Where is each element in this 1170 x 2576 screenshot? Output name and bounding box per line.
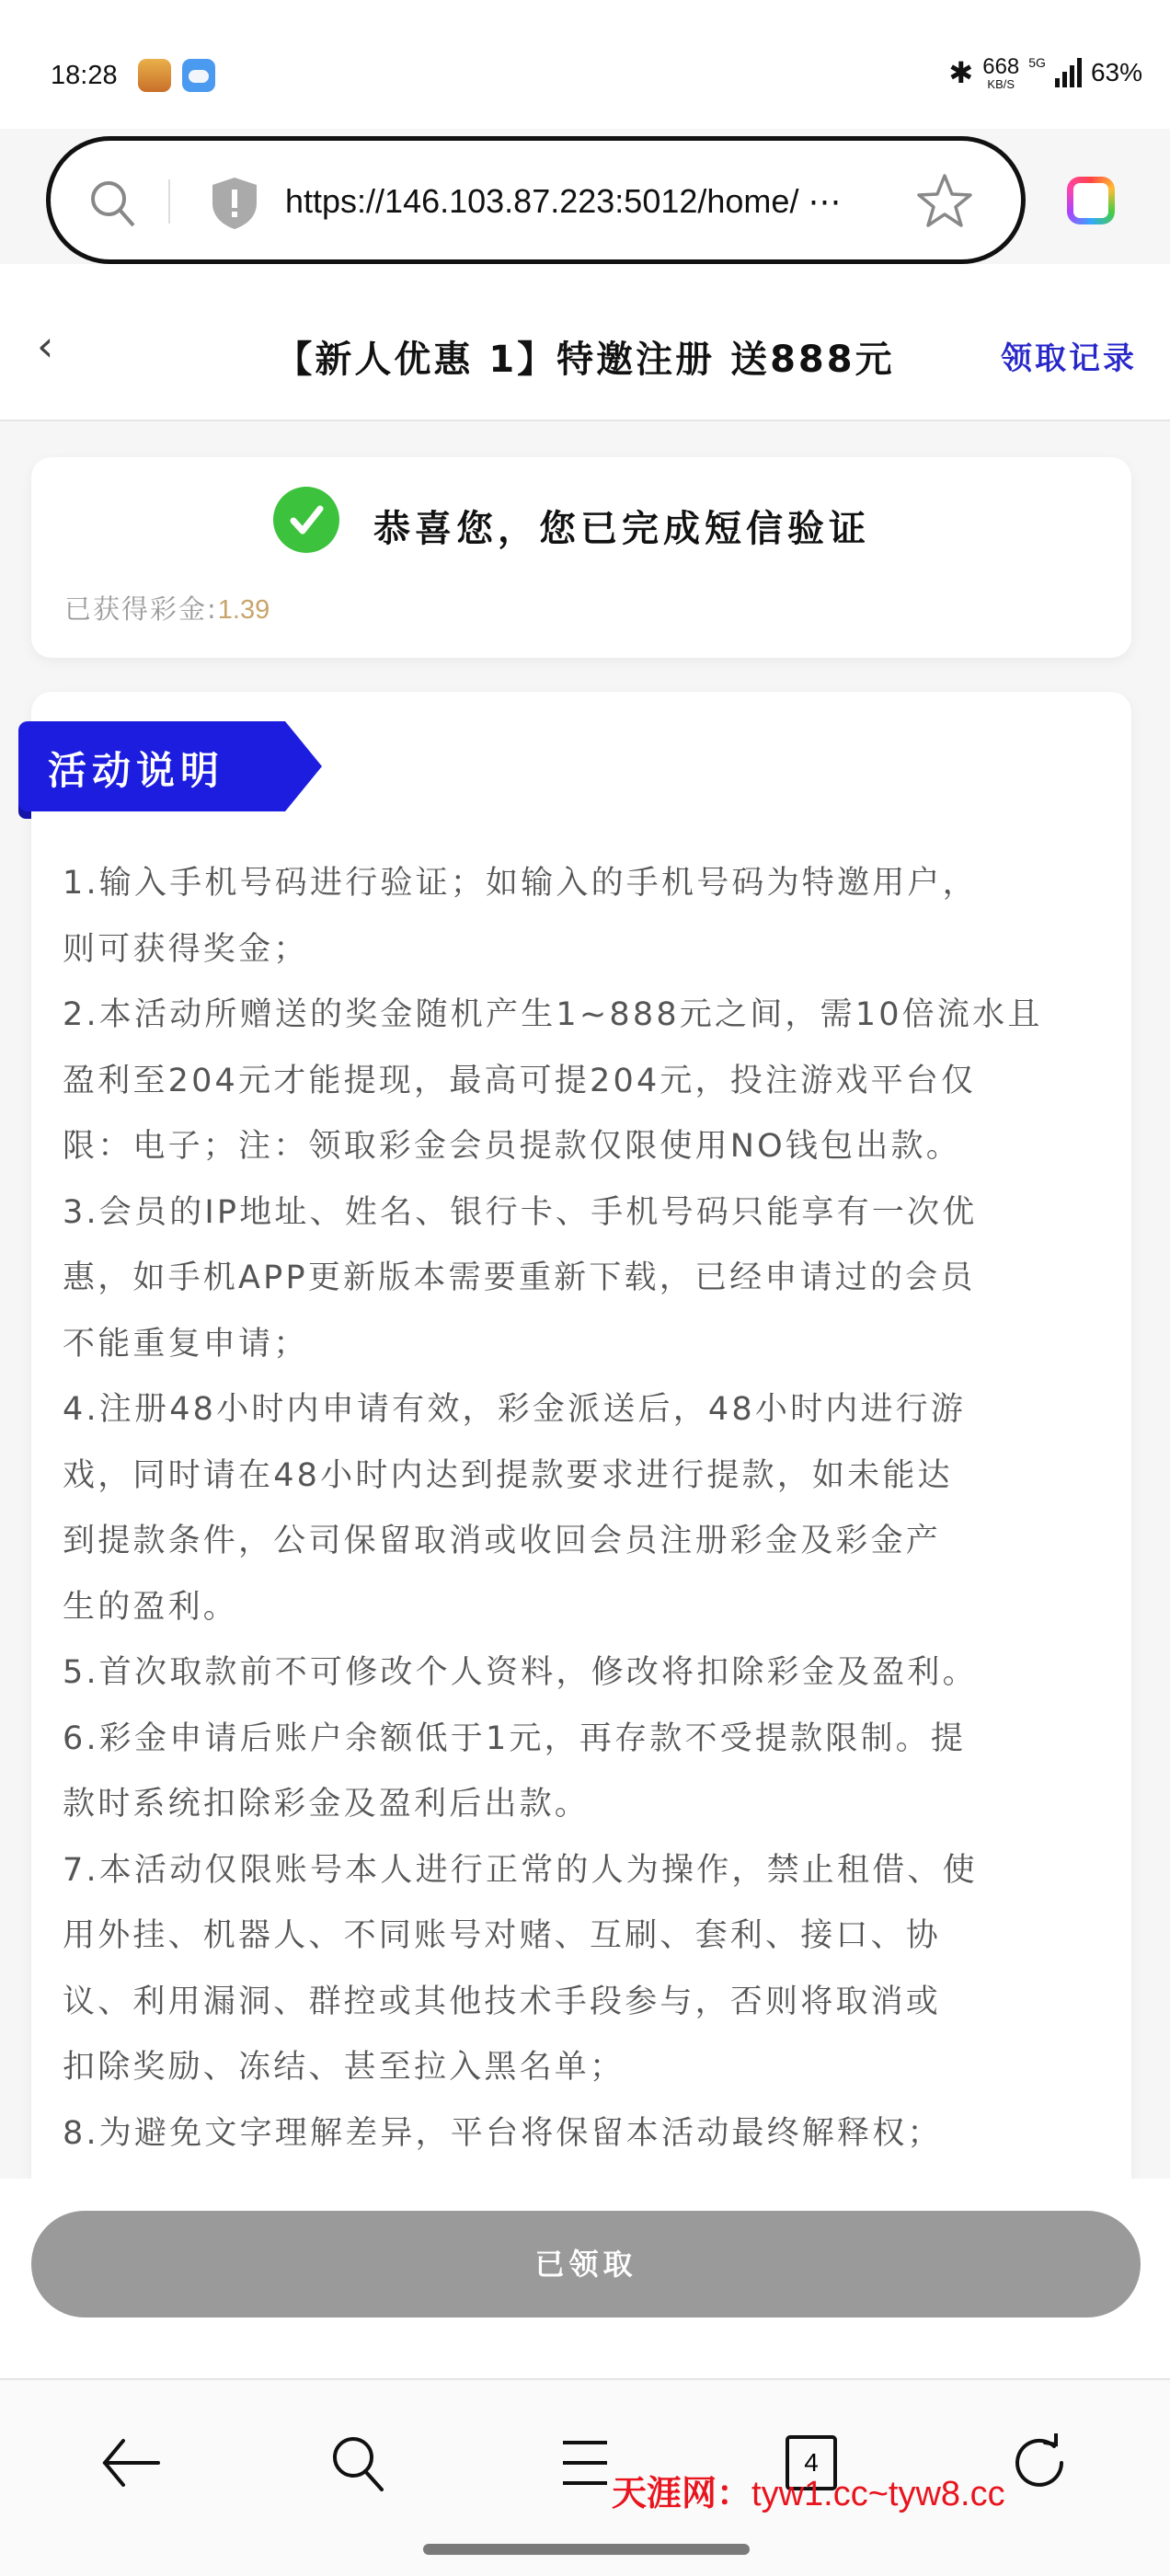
search-icon <box>328 2432 389 2493</box>
address-bar[interactable] <box>46 136 1026 264</box>
success-message: 恭喜您，您已完成短信验证 <box>373 508 870 550</box>
bonus-label: 已获得彩金: <box>64 593 218 625</box>
page-header <box>0 264 1170 421</box>
rule-line: 生的盈利。 <box>63 1588 239 1626</box>
rule-line: 4.注册48小时内申请有效，彩金派送后，48小时内进行游 <box>63 1391 967 1428</box>
rules-text <box>63 851 1130 2167</box>
rule-line: 用外挂、机器人、不同账号对赌、互刷、套利、接口、协 <box>63 1917 942 1954</box>
rule-line: 8.为避免文字理解差异，平台将保留本活动最终解释权； <box>63 2114 943 2152</box>
search-icon[interactable] <box>87 178 139 229</box>
menu-icon <box>557 2435 613 2490</box>
rule-line: 戏，同时请在48小时内达到提款要求进行提款，如未能达 <box>63 1456 953 1494</box>
rule-line: 到提款条件，公司保留取消或收回会员注册彩金及彩金产 <box>63 1523 942 1559</box>
browser-bottom-nav <box>0 2378 1170 2576</box>
status-time: 18:28 <box>51 61 118 90</box>
nav-menu-button[interactable] <box>548 2426 622 2500</box>
weather-icon <box>182 59 215 92</box>
star-bookmark-icon[interactable] <box>915 172 974 231</box>
tab-count: 4 <box>804 2448 819 2477</box>
watermark-name: 天涯网： <box>612 2473 752 2513</box>
nav-search-button[interactable] <box>322 2426 396 2500</box>
network-speed <box>982 53 1020 91</box>
status-bar <box>0 0 1170 129</box>
status-indicators <box>948 55 1142 90</box>
rule-line: 3.会员的IP地址、姓名、银行卡、手机号码只能享有一次优 <box>63 1193 978 1231</box>
rule-line: 不能重复申请； <box>63 1325 309 1363</box>
rule-line: 2.本活动所赠送的奖金随机产生1~888元之间，需10倍流水且 <box>63 996 1043 1033</box>
refresh-icon <box>1010 2433 1069 2492</box>
url-text[interactable]: https://146.103.87.223:5012/home/ ⋯ <box>285 182 842 220</box>
rule-line: 惠，如手机APP更新版本需要重新下载，已经申请过的会员 <box>63 1259 976 1296</box>
section-title: 活动说明 <box>48 748 225 793</box>
network-type: 5G <box>1028 55 1046 70</box>
rule-line: 6.彩金申请后账户余额低于1元，再存款不受提款限制。提 <box>63 1719 967 1757</box>
page-title: 【新人优惠 1】特邀注册 送888元 <box>275 339 895 381</box>
rule-line: 款时系统扣除彩金及盈利后出款。 <box>63 1786 591 1823</box>
speed-value: 668 <box>982 53 1020 79</box>
rule-line: 5.首次取款前不可修改个人资料，修改将扣除彩金及盈利。 <box>63 1654 978 1691</box>
battery-level: 63% <box>1090 58 1142 86</box>
rule-line: 7.本活动仅限账号本人进行正常的人为操作，禁止租借、使 <box>63 1851 978 1889</box>
claimed-button[interactable]: 已领取 <box>31 2211 1141 2317</box>
claim-records-link[interactable]: 领取记录 <box>1001 340 1137 377</box>
rule-line: 1.输入手机号码进行验证；如输入的手机号码为特邀用户， <box>63 865 978 902</box>
signal-icon <box>1055 58 1082 87</box>
verification-success-card <box>31 457 1131 658</box>
watermark <box>612 2465 1005 2515</box>
nav-back-button[interactable] <box>95 2426 168 2500</box>
rule-line: 议、利用漏洞、群控或其他技术手段参与，否则将取消或 <box>63 1983 942 2020</box>
arrow-left-icon <box>99 2435 164 2490</box>
rule-line: 则可获得奖金； <box>63 930 309 968</box>
back-chevron-icon[interactable]: ‹ <box>37 321 54 371</box>
app-notification-icon <box>138 59 171 92</box>
check-circle-icon <box>273 487 339 553</box>
home-indicator[interactable] <box>423 2544 750 2555</box>
bonus-earned <box>64 589 270 627</box>
rule-line: 盈利至204元才能提现，最高可提204元，投注游戏平台仅 <box>63 1062 977 1099</box>
bonus-value: 1.39 <box>217 595 270 625</box>
nav-refresh-button[interactable] <box>1003 2426 1076 2500</box>
speed-unit: KB/S <box>987 76 1015 91</box>
rule-line: 扣除奖励、冻结、甚至拉入黑名单； <box>63 2049 625 2086</box>
footer-action-bar <box>0 2179 1170 2378</box>
security-warning-shield-icon[interactable] <box>209 176 260 231</box>
bluetooth-icon: ✱ <box>948 56 974 89</box>
watermark-domains: tyw1.cc~tyw8.cc <box>751 2475 1005 2513</box>
divider <box>168 179 170 224</box>
browser-app-icon[interactable] <box>1067 177 1115 224</box>
rule-line: 限：电子；注：领取彩金会员提款仅限使用NO钱包出款。 <box>63 1128 961 1165</box>
